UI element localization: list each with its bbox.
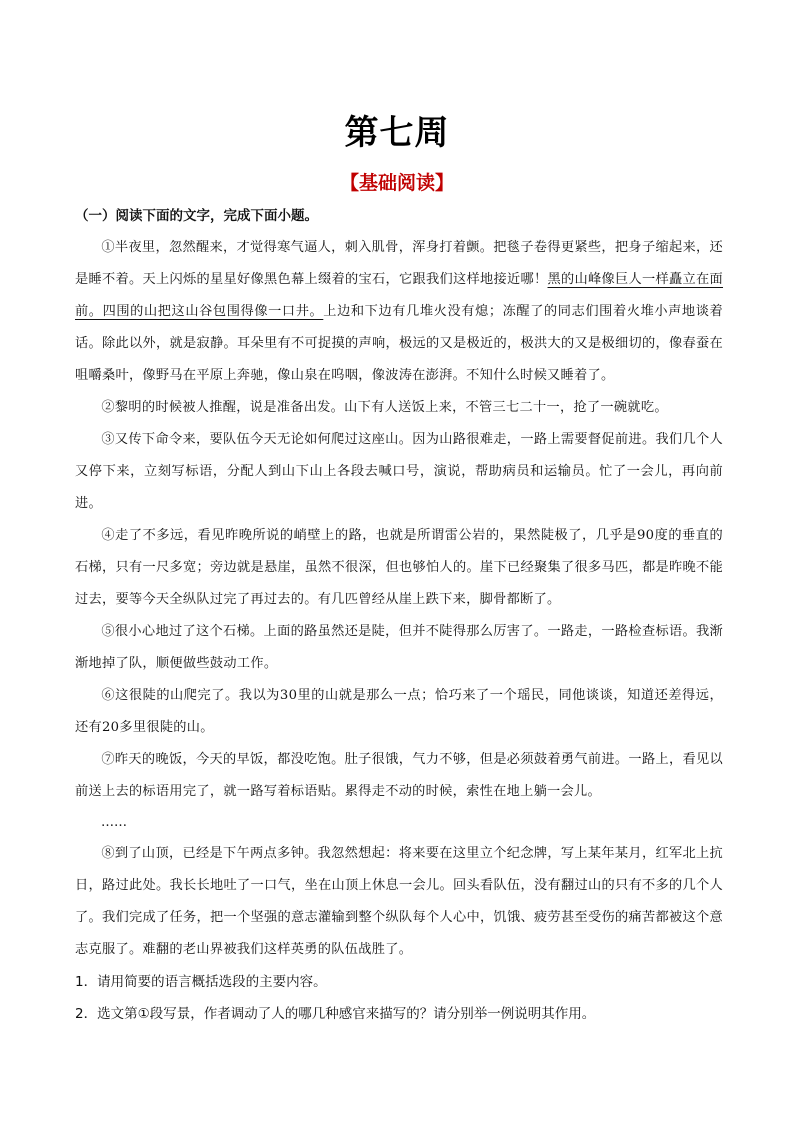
page-title: 第七周: [344, 113, 450, 153]
paragraph-1: [75, 232, 723, 392]
question-2: 2．选文第①段写景，作者调动了人的哪几种感官来描写的？请分别举一例说明其作用。: [75, 1006, 596, 1022]
paragraph-1-text-a: ①半夜里，忽然醒来，才觉得寒气逼人，刺入肌骨，浑身打着颤。把毯子卷得更紧些，把身子缩起来，还是睡不着。天上闪烁的星星好像黑色幕上缀着的宝石，它跟我们这样地接近哪！: [75, 240, 723, 287]
question-1: 1．请用简要的语言概括选段的主要内容。: [75, 974, 327, 990]
paragraph-4: ④走了不多远，看见昨晚所说的峭壁上的路，也就是所谓雷公岩的，果然陡极了，几乎是90度的垂直的石梯，只有一尺多宽；旁边就是悬崖，虽然不很深，但也够怕人的。崖下已经聚集了很多马匹，都是昨晚不能过去，要等今天全纵队过完了再过去的。有几匹曾经从崖上跌下来，脚骨都断了。: [75, 528, 723, 607]
section-header: 【基础阅读】: [339, 172, 454, 194]
paragraph-5: ⑤很小心地过了这个石梯。上面的路虽然还是陡，但并不陡得那么厉害了。一路走，一路检查标语。我渐渐地掉了队，顺便做些鼓动工作。: [75, 624, 723, 671]
paragraph-8: ⑧到了山顶，已经是下午两点多钟。我忽然想起：将来要在这里立个纪念牌，写上某年某月，红军北上抗日，路过此处。我长长地吐了一口气，坐在山顶上休息一会儿。回头看队伍，没有翻过山的只有不多的几个人了。我们完成了任务，把一个坚强的意志灌输到整个纵队每个人心中，饥饿、疲劳甚至受伤的痛苦都被这个意志克服了。难翻的老山界被我们这样英勇的队伍战胜了。: [75, 846, 723, 957]
reading-content: [75, 204, 723, 1030]
reading-instruction: （一）阅读下面的文字，完成下面小题。: [75, 208, 318, 224]
paragraph-6: ⑥这很陡的山爬完了。我以为30里的山就是那么一点；恰巧来了一个瑶民，同他谈谈，知道还差得远，还有20多里很陡的山。: [75, 688, 723, 735]
paragraph-2: ②黎明的时候被人推醒，说是准备出发。山下有人送饭上来，不管三七二十一，抢了一碗就吃。: [101, 400, 668, 415]
omission-ellipsis: ……: [101, 815, 127, 830]
paragraph-3: ③又传下命令来，要队伍今天无论如何爬过这座山。因为山路很难走，一路上需要督促前进。我们几个人又停下来，立刻写标语，分配人到山下山上各段去喊口号，演说，帮助病员和运输员。忙了一会儿，再向前进。: [75, 432, 723, 511]
paragraph-7: ⑦昨天的晚饭，今天的早饭，都没吃饱。肚子很饿，气力不够，但是必须鼓着勇气前进。一路上，看见以前送上去的标语用完了，就一路写着标语贴。累得走不动的时候，索性在地上躺一会儿。: [75, 752, 723, 799]
paragraph-1-underlined-text: 黑的山峰像巨人一样矗立在面前。四围的山把这山谷包围得像一口井。: [75, 272, 724, 319]
paragraph-1-text-b: 上边和下边有几堆火没有熄；冻醒了的同志们围着火堆小声地谈着话。除此以外，就是寂静。耳朵里有不可捉摸的声响，极远的又是极近的，极洪大的又是极细切的，像春蚕在咀嚼桑叶，像野马在平原上奔驰，像山泉在呜咽，像波涛在澎湃。不知什么时候又睡着了。: [75, 304, 724, 383]
